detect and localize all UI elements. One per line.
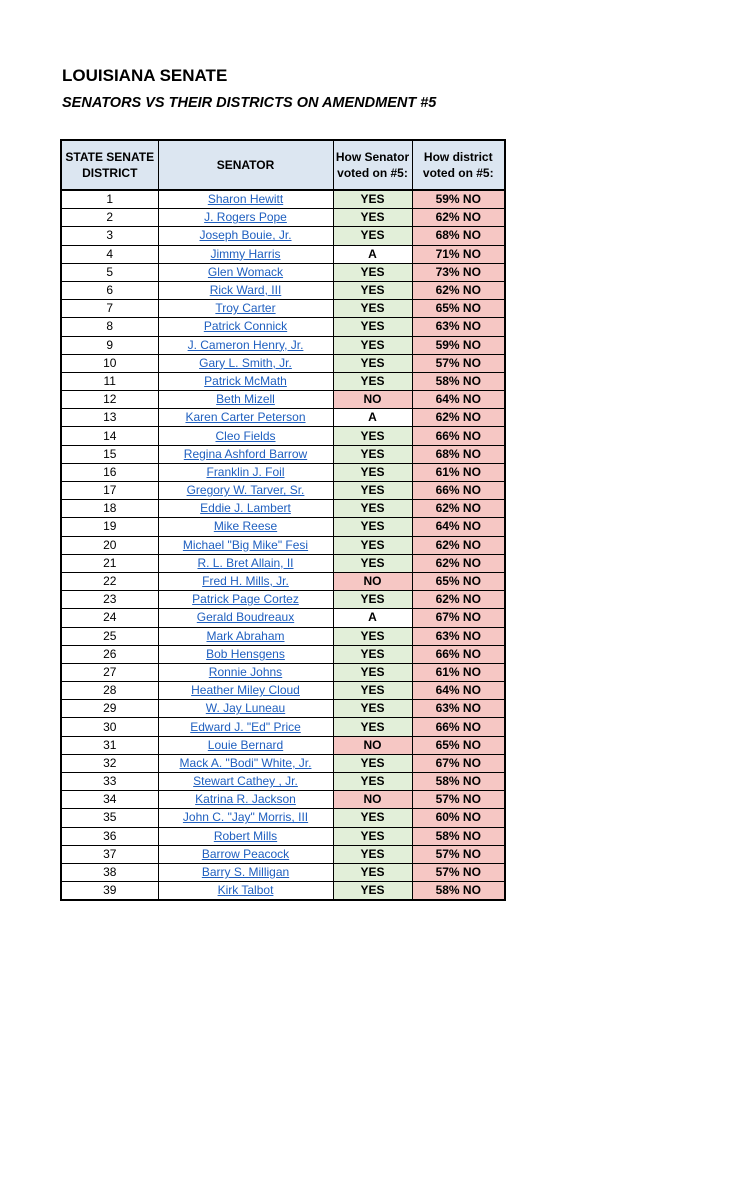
- senator-vote-cell: YES: [333, 845, 412, 863]
- table-row: [61, 827, 505, 845]
- district-cell: 22: [61, 572, 158, 590]
- table-row: [61, 354, 505, 372]
- district-vote-cell: 59% NO: [412, 190, 505, 209]
- senator-vote-cell: YES: [333, 227, 412, 245]
- district-vote-cell: 58% NO: [412, 372, 505, 390]
- senator-vote-cell: NO: [333, 391, 412, 409]
- table-row: [61, 391, 505, 409]
- table-row: [61, 736, 505, 754]
- senator-vote-cell: YES: [333, 591, 412, 609]
- table-row: [61, 773, 505, 791]
- page-title: LOUISIANA SENATE: [62, 66, 228, 85]
- senator-link[interactable]: Bob Hensgens: [158, 645, 333, 663]
- table-row: [61, 318, 505, 336]
- senator-link[interactable]: Heather Miley Cloud: [158, 682, 333, 700]
- table-row: [61, 263, 505, 281]
- district-cell: 5: [61, 263, 158, 281]
- table-row: [61, 609, 505, 627]
- table-row: [61, 591, 505, 609]
- district-cell: 32: [61, 754, 158, 772]
- senator-vote-cell: YES: [333, 718, 412, 736]
- district-cell: 15: [61, 445, 158, 463]
- district-cell: 18: [61, 500, 158, 518]
- district-vote-cell: 60% NO: [412, 809, 505, 827]
- senator-vote-cell: YES: [333, 209, 412, 227]
- senator-link[interactable]: Troy Carter: [158, 300, 333, 318]
- district-cell: 31: [61, 736, 158, 754]
- district-cell: 35: [61, 809, 158, 827]
- district-vote-cell: 61% NO: [412, 663, 505, 681]
- table-row: [61, 227, 505, 245]
- header-senator: SENATOR: [158, 140, 333, 190]
- district-cell: 11: [61, 372, 158, 390]
- district-vote-cell: 65% NO: [412, 572, 505, 590]
- district-vote-cell: 57% NO: [412, 791, 505, 809]
- senator-link[interactable]: Barrow Peacock: [158, 845, 333, 863]
- district-cell: 34: [61, 791, 158, 809]
- district-vote-cell: 58% NO: [412, 827, 505, 845]
- district-vote-cell: 59% NO: [412, 336, 505, 354]
- district-vote-cell: 63% NO: [412, 700, 505, 718]
- table-row: [61, 791, 505, 809]
- senator-vote-cell: YES: [333, 700, 412, 718]
- district-vote-cell: 65% NO: [412, 300, 505, 318]
- header-district: STATE SENATE DISTRICT: [61, 140, 158, 190]
- senator-vote-cell: YES: [333, 318, 412, 336]
- district-cell: 12: [61, 391, 158, 409]
- district-cell: 24: [61, 609, 158, 627]
- table-row: [61, 809, 505, 827]
- district-vote-cell: 68% NO: [412, 227, 505, 245]
- senator-link[interactable]: Mack A. "Bodi" White, Jr.: [158, 754, 333, 772]
- district-cell: 13: [61, 409, 158, 427]
- senator-link[interactable]: Edward J. "Ed" Price: [158, 718, 333, 736]
- senator-vote-cell: YES: [333, 682, 412, 700]
- district-vote-cell: 62% NO: [412, 591, 505, 609]
- senator-vote-cell: YES: [333, 463, 412, 481]
- table-row: [61, 463, 505, 481]
- district-vote-cell: 71% NO: [412, 245, 505, 263]
- district-vote-cell: 62% NO: [412, 209, 505, 227]
- table-row: [61, 554, 505, 572]
- district-cell: 7: [61, 300, 158, 318]
- table-body: [61, 190, 505, 900]
- table-row: [61, 372, 505, 390]
- table-row: [61, 336, 505, 354]
- district-cell: 16: [61, 463, 158, 481]
- table-row: [61, 409, 505, 427]
- district-cell: 23: [61, 591, 158, 609]
- senator-vote-cell: YES: [333, 518, 412, 536]
- senator-link[interactable]: Eddie J. Lambert: [158, 500, 333, 518]
- senator-link[interactable]: Cleo Fields: [158, 427, 333, 445]
- district-vote-cell: 62% NO: [412, 554, 505, 572]
- senator-vote-cell: NO: [333, 572, 412, 590]
- table-row: [61, 245, 505, 263]
- table-row: [61, 700, 505, 718]
- senator-link[interactable]: Regina Ashford Barrow: [158, 445, 333, 463]
- district-vote-cell: 67% NO: [412, 609, 505, 627]
- senator-vote-cell: YES: [333, 809, 412, 827]
- senator-link[interactable]: Katrina R. Jackson: [158, 791, 333, 809]
- district-cell: 25: [61, 627, 158, 645]
- district-cell: 21: [61, 554, 158, 572]
- senator-vote-cell: YES: [333, 863, 412, 881]
- district-vote-cell: 66% NO: [412, 718, 505, 736]
- table-row: [61, 682, 505, 700]
- senator-vote-cell: YES: [333, 554, 412, 572]
- senator-vote-cell: YES: [333, 372, 412, 390]
- district-cell: 39: [61, 882, 158, 901]
- senator-vote-cell: YES: [333, 663, 412, 681]
- district-cell: 27: [61, 663, 158, 681]
- senator-vote-cell: YES: [333, 445, 412, 463]
- senator-link[interactable]: John C. "Jay" Morris, III: [158, 809, 333, 827]
- district-cell: 28: [61, 682, 158, 700]
- senator-link[interactable]: Michael "Big Mike" Fesi: [158, 536, 333, 554]
- table-row: [61, 482, 505, 500]
- district-cell: 1: [61, 190, 158, 209]
- district-vote-cell: 68% NO: [412, 445, 505, 463]
- district-vote-cell: 62% NO: [412, 281, 505, 299]
- table-row: [61, 863, 505, 881]
- senator-link[interactable]: Rick Ward, III: [158, 281, 333, 299]
- district-cell: 19: [61, 518, 158, 536]
- senator-link[interactable]: J. Cameron Henry, Jr.: [158, 336, 333, 354]
- senator-link[interactable]: Patrick McMath: [158, 372, 333, 390]
- senator-link[interactable]: Franklin J. Foil: [158, 463, 333, 481]
- district-vote-cell: 57% NO: [412, 863, 505, 881]
- district-cell: 37: [61, 845, 158, 863]
- district-vote-cell: 61% NO: [412, 463, 505, 481]
- senator-vote-cell: YES: [333, 754, 412, 772]
- table-row: [61, 845, 505, 863]
- senator-vote-cell: YES: [333, 482, 412, 500]
- table-row: [61, 209, 505, 227]
- senator-link[interactable]: Mark Abraham: [158, 627, 333, 645]
- senate-votes-table: [60, 139, 506, 901]
- district-vote-cell: 66% NO: [412, 645, 505, 663]
- senator-vote-cell: YES: [333, 536, 412, 554]
- district-cell: 4: [61, 245, 158, 263]
- senator-link[interactable]: Ronnie Johns: [158, 663, 333, 681]
- table-row: [61, 300, 505, 318]
- table-row: [61, 281, 505, 299]
- table-row: [61, 500, 505, 518]
- senator-link[interactable]: Fred H. Mills, Jr.: [158, 572, 333, 590]
- district-vote-cell: 66% NO: [412, 482, 505, 500]
- district-cell: 38: [61, 863, 158, 881]
- district-cell: 6: [61, 281, 158, 299]
- senator-link[interactable]: Mike Reese: [158, 518, 333, 536]
- table-row: [61, 718, 505, 736]
- senator-link[interactable]: Sharon Hewitt: [158, 190, 333, 209]
- table-row: [61, 536, 505, 554]
- senator-link[interactable]: Louie Bernard: [158, 736, 333, 754]
- district-vote-cell: 67% NO: [412, 754, 505, 772]
- table-row: [61, 627, 505, 645]
- senator-vote-cell: YES: [333, 336, 412, 354]
- senator-vote-cell: YES: [333, 427, 412, 445]
- senator-vote-cell: YES: [333, 773, 412, 791]
- table-row: [61, 882, 505, 901]
- table-row: [61, 572, 505, 590]
- senator-link[interactable]: Gerald Boudreaux: [158, 609, 333, 627]
- district-vote-cell: 64% NO: [412, 518, 505, 536]
- district-vote-cell: 65% NO: [412, 736, 505, 754]
- senator-link[interactable]: Robert Mills: [158, 827, 333, 845]
- senator-vote-cell: YES: [333, 190, 412, 209]
- district-vote-cell: 58% NO: [412, 882, 505, 901]
- senator-link[interactable]: Beth Mizell: [158, 391, 333, 409]
- district-cell: 10: [61, 354, 158, 372]
- senator-link[interactable]: J. Rogers Pope: [158, 209, 333, 227]
- senator-link[interactable]: Stewart Cathey , Jr.: [158, 773, 333, 791]
- senator-vote-cell: YES: [333, 263, 412, 281]
- senator-link[interactable]: Karen Carter Peterson: [158, 409, 333, 427]
- table-header-row: [61, 140, 505, 190]
- district-vote-cell: 62% NO: [412, 536, 505, 554]
- district-vote-cell: 63% NO: [412, 627, 505, 645]
- senator-link[interactable]: Gary L. Smith, Jr.: [158, 354, 333, 372]
- district-cell: 33: [61, 773, 158, 791]
- district-cell: 30: [61, 718, 158, 736]
- table-row: [61, 445, 505, 463]
- senator-vote-cell: YES: [333, 827, 412, 845]
- district-cell: 8: [61, 318, 158, 336]
- district-cell: 14: [61, 427, 158, 445]
- table-row: [61, 427, 505, 445]
- district-cell: 17: [61, 482, 158, 500]
- table-row: [61, 645, 505, 663]
- senator-link[interactable]: Kirk Talbot: [158, 882, 333, 901]
- senator-vote-cell: A: [333, 245, 412, 263]
- senator-vote-cell: YES: [333, 281, 412, 299]
- district-cell: 36: [61, 827, 158, 845]
- district-cell: 20: [61, 536, 158, 554]
- senator-link[interactable]: Patrick Page Cortez: [158, 591, 333, 609]
- senator-vote-cell: YES: [333, 354, 412, 372]
- district-vote-cell: 73% NO: [412, 263, 505, 281]
- senator-link[interactable]: Barry S. Milligan: [158, 863, 333, 881]
- table-row: [61, 754, 505, 772]
- senator-link[interactable]: W. Jay Luneau: [158, 700, 333, 718]
- district-vote-cell: 58% NO: [412, 773, 505, 791]
- table-row: [61, 190, 505, 209]
- senator-vote-cell: A: [333, 609, 412, 627]
- district-cell: 9: [61, 336, 158, 354]
- district-vote-cell: 64% NO: [412, 682, 505, 700]
- senator-vote-cell: YES: [333, 300, 412, 318]
- senator-link[interactable]: Patrick Connick: [158, 318, 333, 336]
- district-cell: 26: [61, 645, 158, 663]
- district-vote-cell: 63% NO: [412, 318, 505, 336]
- district-vote-cell: 57% NO: [412, 845, 505, 863]
- table-row: [61, 518, 505, 536]
- district-vote-cell: 64% NO: [412, 391, 505, 409]
- senator-vote-cell: NO: [333, 791, 412, 809]
- district-cell: 3: [61, 227, 158, 245]
- district-cell: 2: [61, 209, 158, 227]
- senator-vote-cell: A: [333, 409, 412, 427]
- senator-link[interactable]: Glen Womack: [158, 263, 333, 281]
- senator-link[interactable]: Joseph Bouie, Jr.: [158, 227, 333, 245]
- senator-link[interactable]: Gregory W. Tarver, Sr.: [158, 482, 333, 500]
- district-cell: 29: [61, 700, 158, 718]
- senator-vote-cell: NO: [333, 736, 412, 754]
- senator-link[interactable]: Jimmy Harris: [158, 245, 333, 263]
- district-vote-cell: 57% NO: [412, 354, 505, 372]
- senator-vote-cell: YES: [333, 645, 412, 663]
- header-district-vote: How district voted on #5:: [412, 140, 505, 190]
- district-vote-cell: 62% NO: [412, 409, 505, 427]
- senator-vote-cell: YES: [333, 627, 412, 645]
- header-senator-vote: How Senator voted on #5:: [333, 140, 412, 190]
- senator-vote-cell: YES: [333, 500, 412, 518]
- senator-link[interactable]: R. L. Bret Allain, II: [158, 554, 333, 572]
- page-subtitle: SENATORS VS THEIR DISTRICTS ON AMENDMENT #5: [62, 95, 437, 111]
- district-vote-cell: 66% NO: [412, 427, 505, 445]
- district-vote-cell: 62% NO: [412, 500, 505, 518]
- senator-vote-cell: YES: [333, 882, 412, 901]
- table-row: [61, 663, 505, 681]
